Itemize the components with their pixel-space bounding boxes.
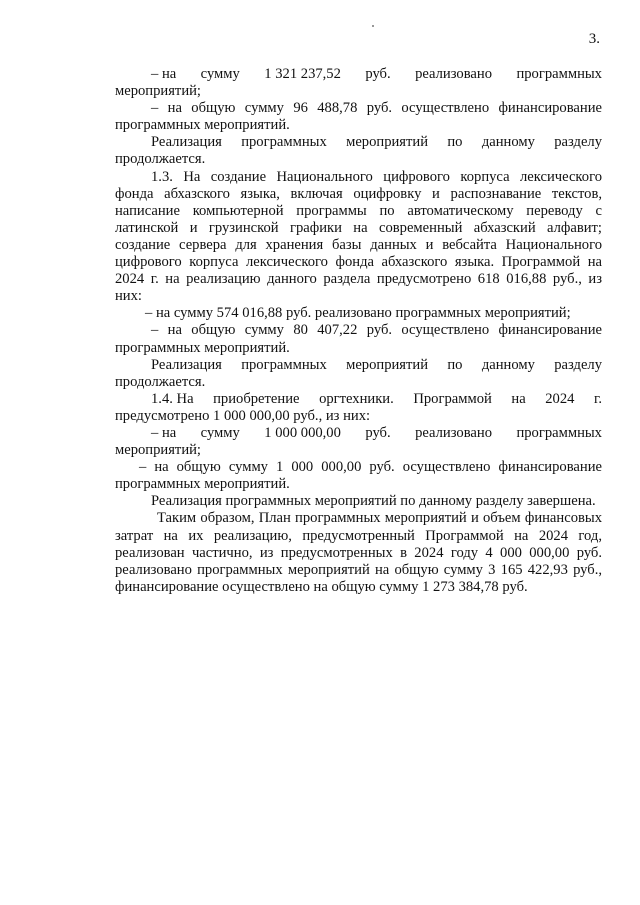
document-body — [115, 66, 602, 596]
justified-line — [115, 391, 602, 408]
word: – на — [151, 424, 177, 441]
word: реализовано — [415, 66, 492, 82]
word: г. — [594, 390, 602, 407]
paragraph-continuation: мероприятий; — [115, 442, 201, 459]
paragraph-section-1-4 — [115, 391, 602, 425]
paragraph-1-1-implemented — [115, 66, 602, 100]
word: на — [511, 390, 526, 407]
word: оргтехники. — [319, 390, 394, 407]
page-number: 3. — [588, 31, 600, 47]
word: 1 000 000,00 — [264, 424, 341, 441]
word: реализовано — [415, 424, 492, 441]
word: приобретение — [213, 390, 300, 407]
word: – на — [151, 66, 177, 82]
paragraph-conclusion: Таким образом, План программных мероприятий и объем финансовых затрат на их реализацию, предусмотренный Программой на 2024 год, реализован частично, из предусмотренных в 2024 году 4 000 000,00 руб. реализовано программных мероприятий на общую сумму 3 165 422,93 руб., финансирование осуществлено на общую сумму 1 273 384,78 руб. — [115, 510, 602, 595]
paragraph-status-continues-2: Реализация программных мероприятий по данному разделу продолжается. — [115, 356, 602, 390]
paragraph-financing-1: – на общую сумму 96 488,78 руб. осуществлено финансирование программных мероприятий. — [115, 100, 602, 134]
paragraph-continuation: мероприятий; — [115, 83, 201, 100]
word: сумму — [200, 66, 240, 82]
paragraph-financing-1-4: – на общую сумму 1 000 000,00 руб. осуществлено финансирование программных мероприятий. — [115, 459, 602, 493]
paragraph-implemented-1-3: – на сумму 574 016,88 руб. реализовано программных мероприятий; — [145, 305, 571, 322]
word: Программой — [413, 390, 492, 407]
paragraph-continuation: предусмотрено 1 000 000,00 руб., из них: — [115, 407, 371, 424]
paragraph-status-completed: Реализация программных мероприятий по данному разделу завершена. — [151, 493, 596, 510]
word: сумму — [200, 424, 240, 441]
word: руб. — [365, 424, 391, 441]
paragraph-status-continues-1: Реализация программных мероприятий по данному разделу продолжается. — [115, 134, 602, 168]
word: 1.4. На — [151, 390, 194, 407]
justified-line — [115, 425, 602, 442]
word: 2024 — [545, 390, 575, 407]
paragraph-financing-1-3: – на общую сумму 80 407,22 руб. осуществлено финансирование программных мероприятий. — [115, 322, 602, 356]
scan-speck — [372, 25, 374, 27]
word: программных — [516, 66, 602, 82]
word: 1 321 237,52 — [264, 66, 341, 82]
paragraph-section-1-3: 1.3. На создание Национального цифрового корпуса лексического фонда абхазского языка, включая оцифровку и распознавание текстов, написание компьютерной программы по автоматическому переводу с латинской и грузинской графики на современный абхазский алфавит; создание сервера для хранения базы данных и вебсайта Национального цифрового корпуса лексического фонда абхазского языка. Программой на 2024 г. на реализацию данного раздела предусмотрено 618 016,88 руб., из них: — [115, 168, 602, 305]
word: программных — [516, 424, 602, 441]
paragraph-implemented-1-4 — [115, 425, 602, 459]
justified-line — [115, 66, 602, 83]
word: руб. — [365, 66, 391, 82]
